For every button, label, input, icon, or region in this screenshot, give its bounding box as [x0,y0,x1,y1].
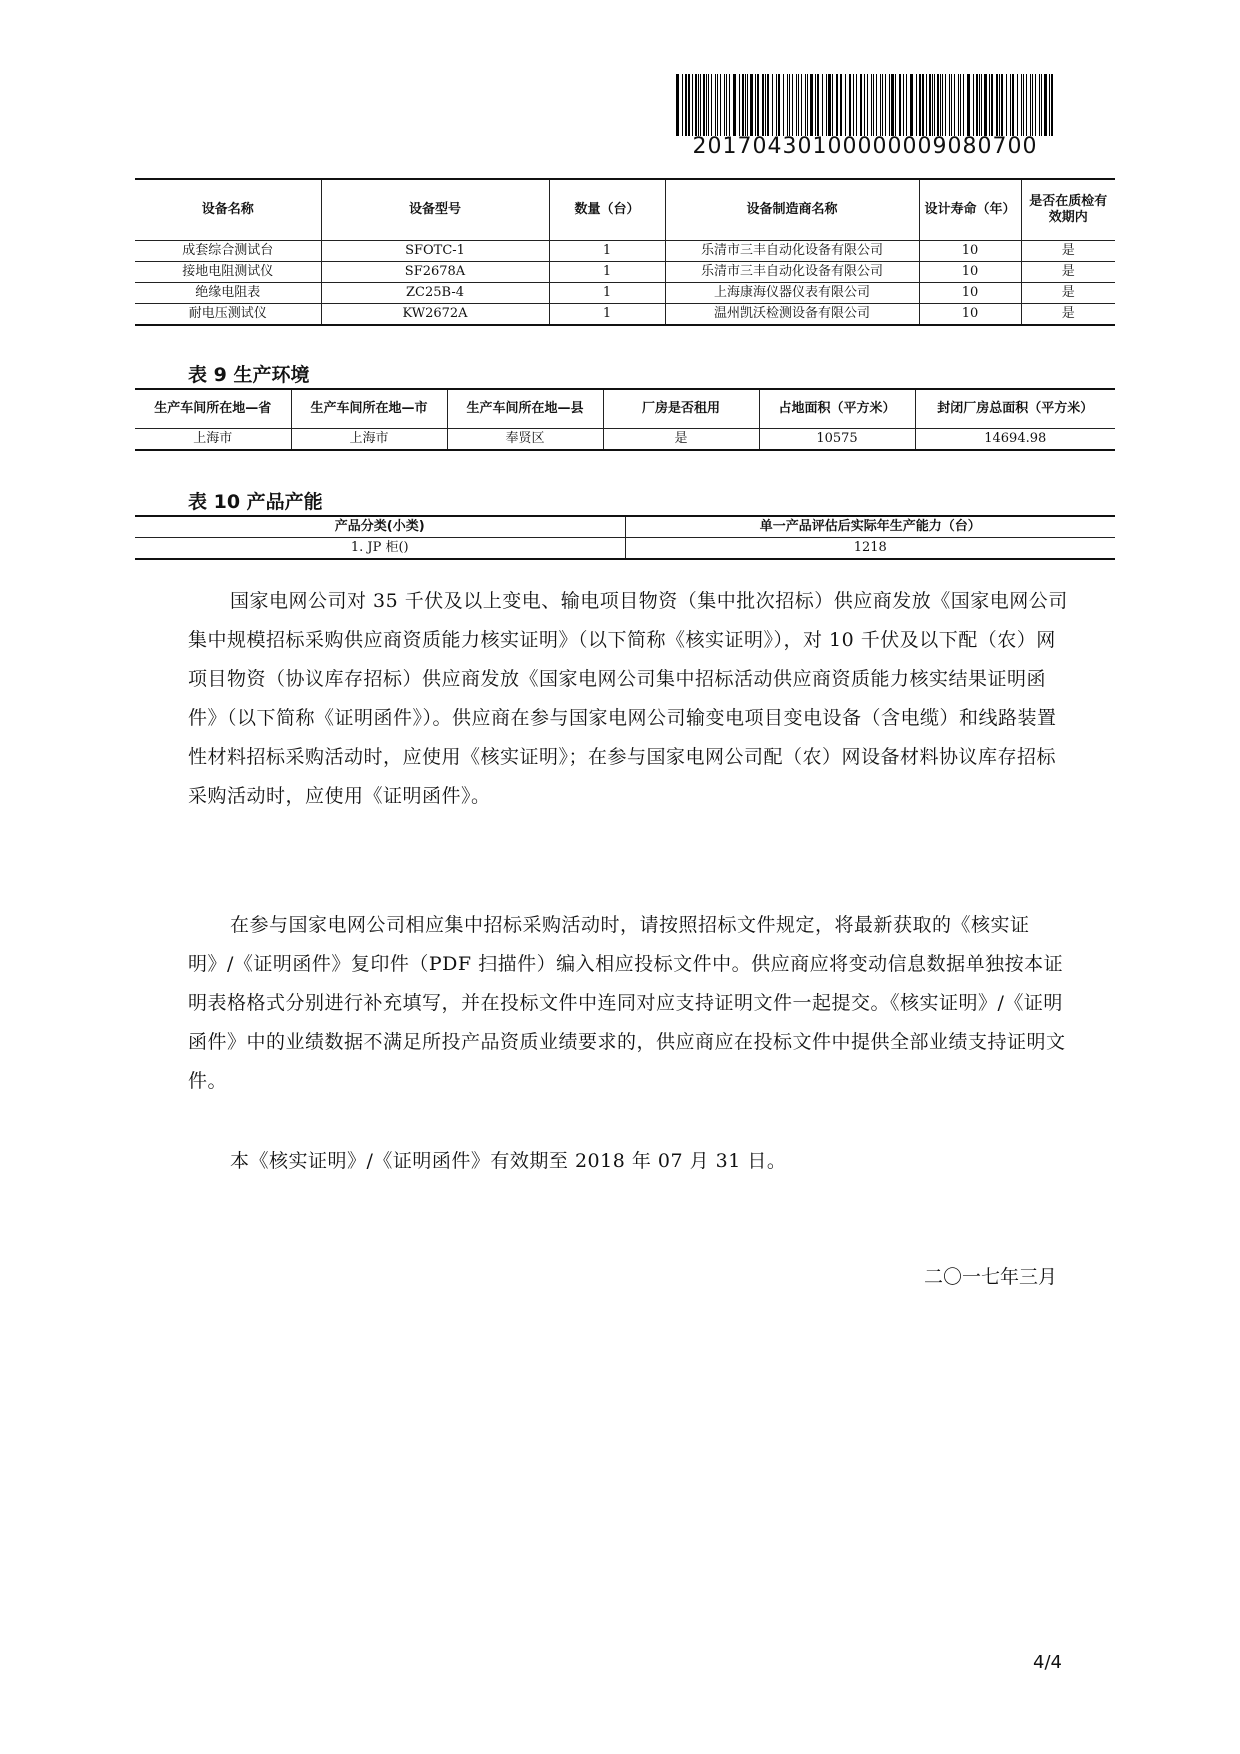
cell: 1 [549,304,665,326]
barcode-bar [899,74,901,136]
barcode-bar [891,74,894,136]
barcode-bar [942,74,943,136]
barcode-bar [916,74,917,136]
paragraph-2: 在参与国家电网公司相应集中招标采购活动时，请按照招标文件规定，将最新获取的《核实证明》/《证明函件》复印件（PDF 扫描件）编入相应投标文件中。供应商应将变动信息数据单独按本证明表格格式分别进行补充填写，并在投标文件中连同对应支持证明文件一起提交。《核实证明》/《证明函件》中的业绩数据不满足所投产品资质业绩要求的，供应商应在投标文件中提供全部业绩支持证明文件。 [188,914,1066,1092]
barcode [676,74,1054,136]
barcode-bar [762,74,764,136]
barcode-bar [1026,74,1027,136]
barcode-bar [960,74,961,136]
barcode-bar [832,74,833,136]
barcode-bar [692,74,693,136]
barcode-bar [989,74,990,136]
barcode-bar [685,74,687,136]
cell: KW2672A [321,304,549,326]
barcode-bar [958,74,959,136]
table9-caption: 表 9 生产环境 [188,364,310,386]
barcode-bar [910,74,913,136]
cell: 温州凯沃检测设备有限公司 [665,304,919,326]
col-header-province: 生产车间所在地—省 [135,389,291,429]
barcode-bar [717,74,718,136]
barcode-bar [715,74,716,136]
barcode-bar [954,74,955,136]
barcode-bar [991,74,993,136]
cell: 是 [603,429,759,451]
barcode-bar [926,74,927,136]
barcode-bar [981,74,982,136]
barcode-bar [778,74,780,136]
barcode-bar [940,74,941,136]
cell: 上海康海仪器仪表有限公司 [665,283,919,304]
production-capacity-table [135,515,1115,560]
barcode-bar [789,74,790,136]
barcode-bar [739,74,740,136]
barcode-bar [976,74,978,136]
cell: 上海市 [291,429,447,451]
barcode-bar [1006,74,1007,136]
cell: 1. JP 柜() [135,538,625,560]
col-header-manufacturer: 设备制造商名称 [665,179,919,241]
cell: 10575 [759,429,915,451]
barcode-bar [860,74,862,136]
barcode-bar [963,74,964,136]
barcode-bar [792,74,793,136]
barcode-bar [776,74,777,136]
barcode-bar [836,74,838,136]
barcode-bar [755,74,756,136]
barcode-bar [682,74,683,136]
cell: 10 [919,241,1021,262]
barcode-bar [747,74,748,136]
barcode-bar [695,74,697,136]
paragraph-1: 国家电网公司对 35 千伏及以上变电、输电项目物资（集中批次招标）供应商发放《国家电网公司集中规模招标采购供应商资质能力核实证明》（以下简称《核实证明》），对 10 千伏及以下配（农）网项目物资（协议库存招标）供应商发放《国家电网公司集中招标活动供应商资质能力核实结果证明函件》（以下简称《证明函件》）。供应商在参与国家电网公司输变电项目变电设备（含电缆）和线路装置性材料招标采购活动时，应使用《核实证明》；在参与国家电网公司配（农）网设备材料协议库存招标采购活动时，应使用《证明函件》。 [188,590,1068,807]
barcode-bar [787,74,788,136]
barcode-bar [949,74,950,136]
barcode-bar [906,74,907,136]
cell: 绝缘电阻表 [135,283,321,304]
cell: 是 [1021,262,1115,283]
barcode-bar [772,74,773,136]
cell: 10 [919,304,1021,326]
cell: 14694.98 [915,429,1115,451]
issue-date: 二〇一七年三月 [923,1266,1057,1288]
cell: 10 [919,283,1021,304]
barcode-bar [708,74,709,136]
barcode-bar [889,74,890,136]
col-header-equipment-name: 设备名称 [135,179,321,241]
cell: 耐电压测试仪 [135,304,321,326]
barcode-bar [711,74,712,136]
table-row [135,304,1115,326]
barcode-bar [1017,74,1018,136]
barcode-bar [1039,74,1040,136]
barcode-bar [826,74,827,136]
col-header-quantity: 数量（台） [549,179,665,241]
barcode-bar [729,74,730,136]
barcode-bar [876,74,877,136]
barcode-bar [856,74,857,136]
barcode-bar [999,74,1000,136]
cell: 上海市 [135,429,291,451]
barcode-bar [880,74,881,136]
barcode-bar [922,74,924,136]
col-header-rented: 厂房是否租用 [603,389,759,429]
barcode-bar [817,74,819,136]
barcode-bar [750,74,753,136]
barcode-bar [840,74,842,136]
cell: 1 [549,262,665,283]
cell: 奉贤区 [447,429,603,451]
equipment-table [135,178,1115,326]
paragraph-3: 本《核实证明》/《证明函件》有效期至 2018 年 07 月 31 日。 [230,1150,787,1172]
barcode-bar [853,74,854,136]
barcode-bar [849,74,851,136]
barcode-bar [1035,74,1036,136]
barcode-bar [700,74,701,136]
barcode-bar [895,74,896,136]
barcode-bar [1012,74,1014,136]
cell: 10 [919,262,1021,283]
col-header-equipment-model: 设备型号 [321,179,549,241]
barcode-bar [929,74,931,136]
barcode-bar [810,74,813,136]
cell: 是 [1021,304,1115,326]
barcode-bar [1023,74,1024,136]
barcode-bar [1032,74,1033,136]
table-row [135,241,1115,262]
barcode-bar [815,74,816,136]
table-row [135,283,1115,304]
barcode-bar [919,74,921,136]
barcode-bar [1044,74,1047,136]
barcode-bar [805,74,806,136]
cell: 1218 [625,538,1115,560]
barcode-bar [1021,74,1022,136]
col-header-inspection-valid: 是否在质检有效期内 [1021,179,1115,241]
cell: SF2678A [321,262,549,283]
barcode-bar [703,74,705,136]
barcode-bar [1049,74,1050,136]
barcode-bar [1030,74,1031,136]
barcode-bar [828,74,831,136]
barcode-bar [798,74,799,136]
barcode-bar [1001,74,1003,136]
barcode-bar [864,74,865,136]
barcode-bar [724,74,725,136]
barcode-bar [973,74,974,136]
table-row [135,538,1115,560]
barcode-bar [984,74,987,136]
col-header-county: 生产车间所在地—县 [447,389,603,429]
col-header-annual-capacity: 单一产品评估后实际年生产能力（台） [625,516,1115,538]
barcode-bar [720,74,721,136]
barcode-bar [1051,74,1053,136]
barcode-bar [745,74,746,136]
barcode-bar [951,74,952,136]
cell: 接地电阻测试仪 [135,262,321,283]
barcode-bar [796,74,797,136]
cell: 1 [549,283,665,304]
barcode-number: 20170430100000009080700 [692,134,1038,159]
barcode-bar [801,74,802,136]
barcode-bar [845,74,846,136]
cell: 是 [1021,241,1115,262]
col-header-design-life: 设计寿命（年） [919,179,1021,241]
barcode-bar [726,74,727,136]
col-header-land-area: 占地面积（平方米） [759,389,915,429]
col-header-product-category: 产品分类(小类) [135,516,625,538]
barcode-bar [979,74,980,136]
barcode-bar [688,74,690,136]
barcode-bar [757,74,759,136]
barcode-bar [885,74,886,136]
barcode-bar [1010,74,1011,136]
barcode-bar [937,74,939,136]
barcode-bar [945,74,946,136]
barcode-bar [873,74,874,136]
barcode-bar [1041,74,1042,136]
barcode-bar [706,74,707,136]
barcode-bar [867,74,868,136]
col-header-building-area: 封闭厂房总面积（平方米） [915,389,1115,429]
cell: 1 [549,241,665,262]
table-row [135,429,1115,451]
barcode-bar [903,74,904,136]
barcode-bar [765,74,766,136]
barcode-bar [932,74,933,136]
page-number: 4/4 [1033,1652,1062,1673]
table10-caption: 表 10 产品产能 [188,491,323,513]
barcode-bar [742,74,744,136]
barcode-bar [871,74,872,136]
cell: 乐清市三丰自动化设备有限公司 [665,262,919,283]
barcode-bar [882,74,883,136]
col-header-city: 生产车间所在地—市 [291,389,447,429]
cell: 成套综合测试台 [135,241,321,262]
barcode-bar [807,74,808,136]
barcode-bar [783,74,784,136]
cell: 是 [1021,283,1115,304]
barcode-bar [733,74,736,136]
barcode-bar [967,74,970,136]
cell: 乐清市三丰自动化设备有限公司 [665,241,919,262]
barcode-bar [698,74,699,136]
cell: SFOTC-1 [321,241,549,262]
barcode-bar [822,74,823,136]
production-environment-table [135,388,1115,451]
barcode-bar [676,74,679,136]
barcode-bar [767,74,769,136]
barcode-bar [934,74,935,136]
cell: ZC25B-4 [321,283,549,304]
barcode-bar [996,74,998,136]
table-row [135,262,1115,283]
